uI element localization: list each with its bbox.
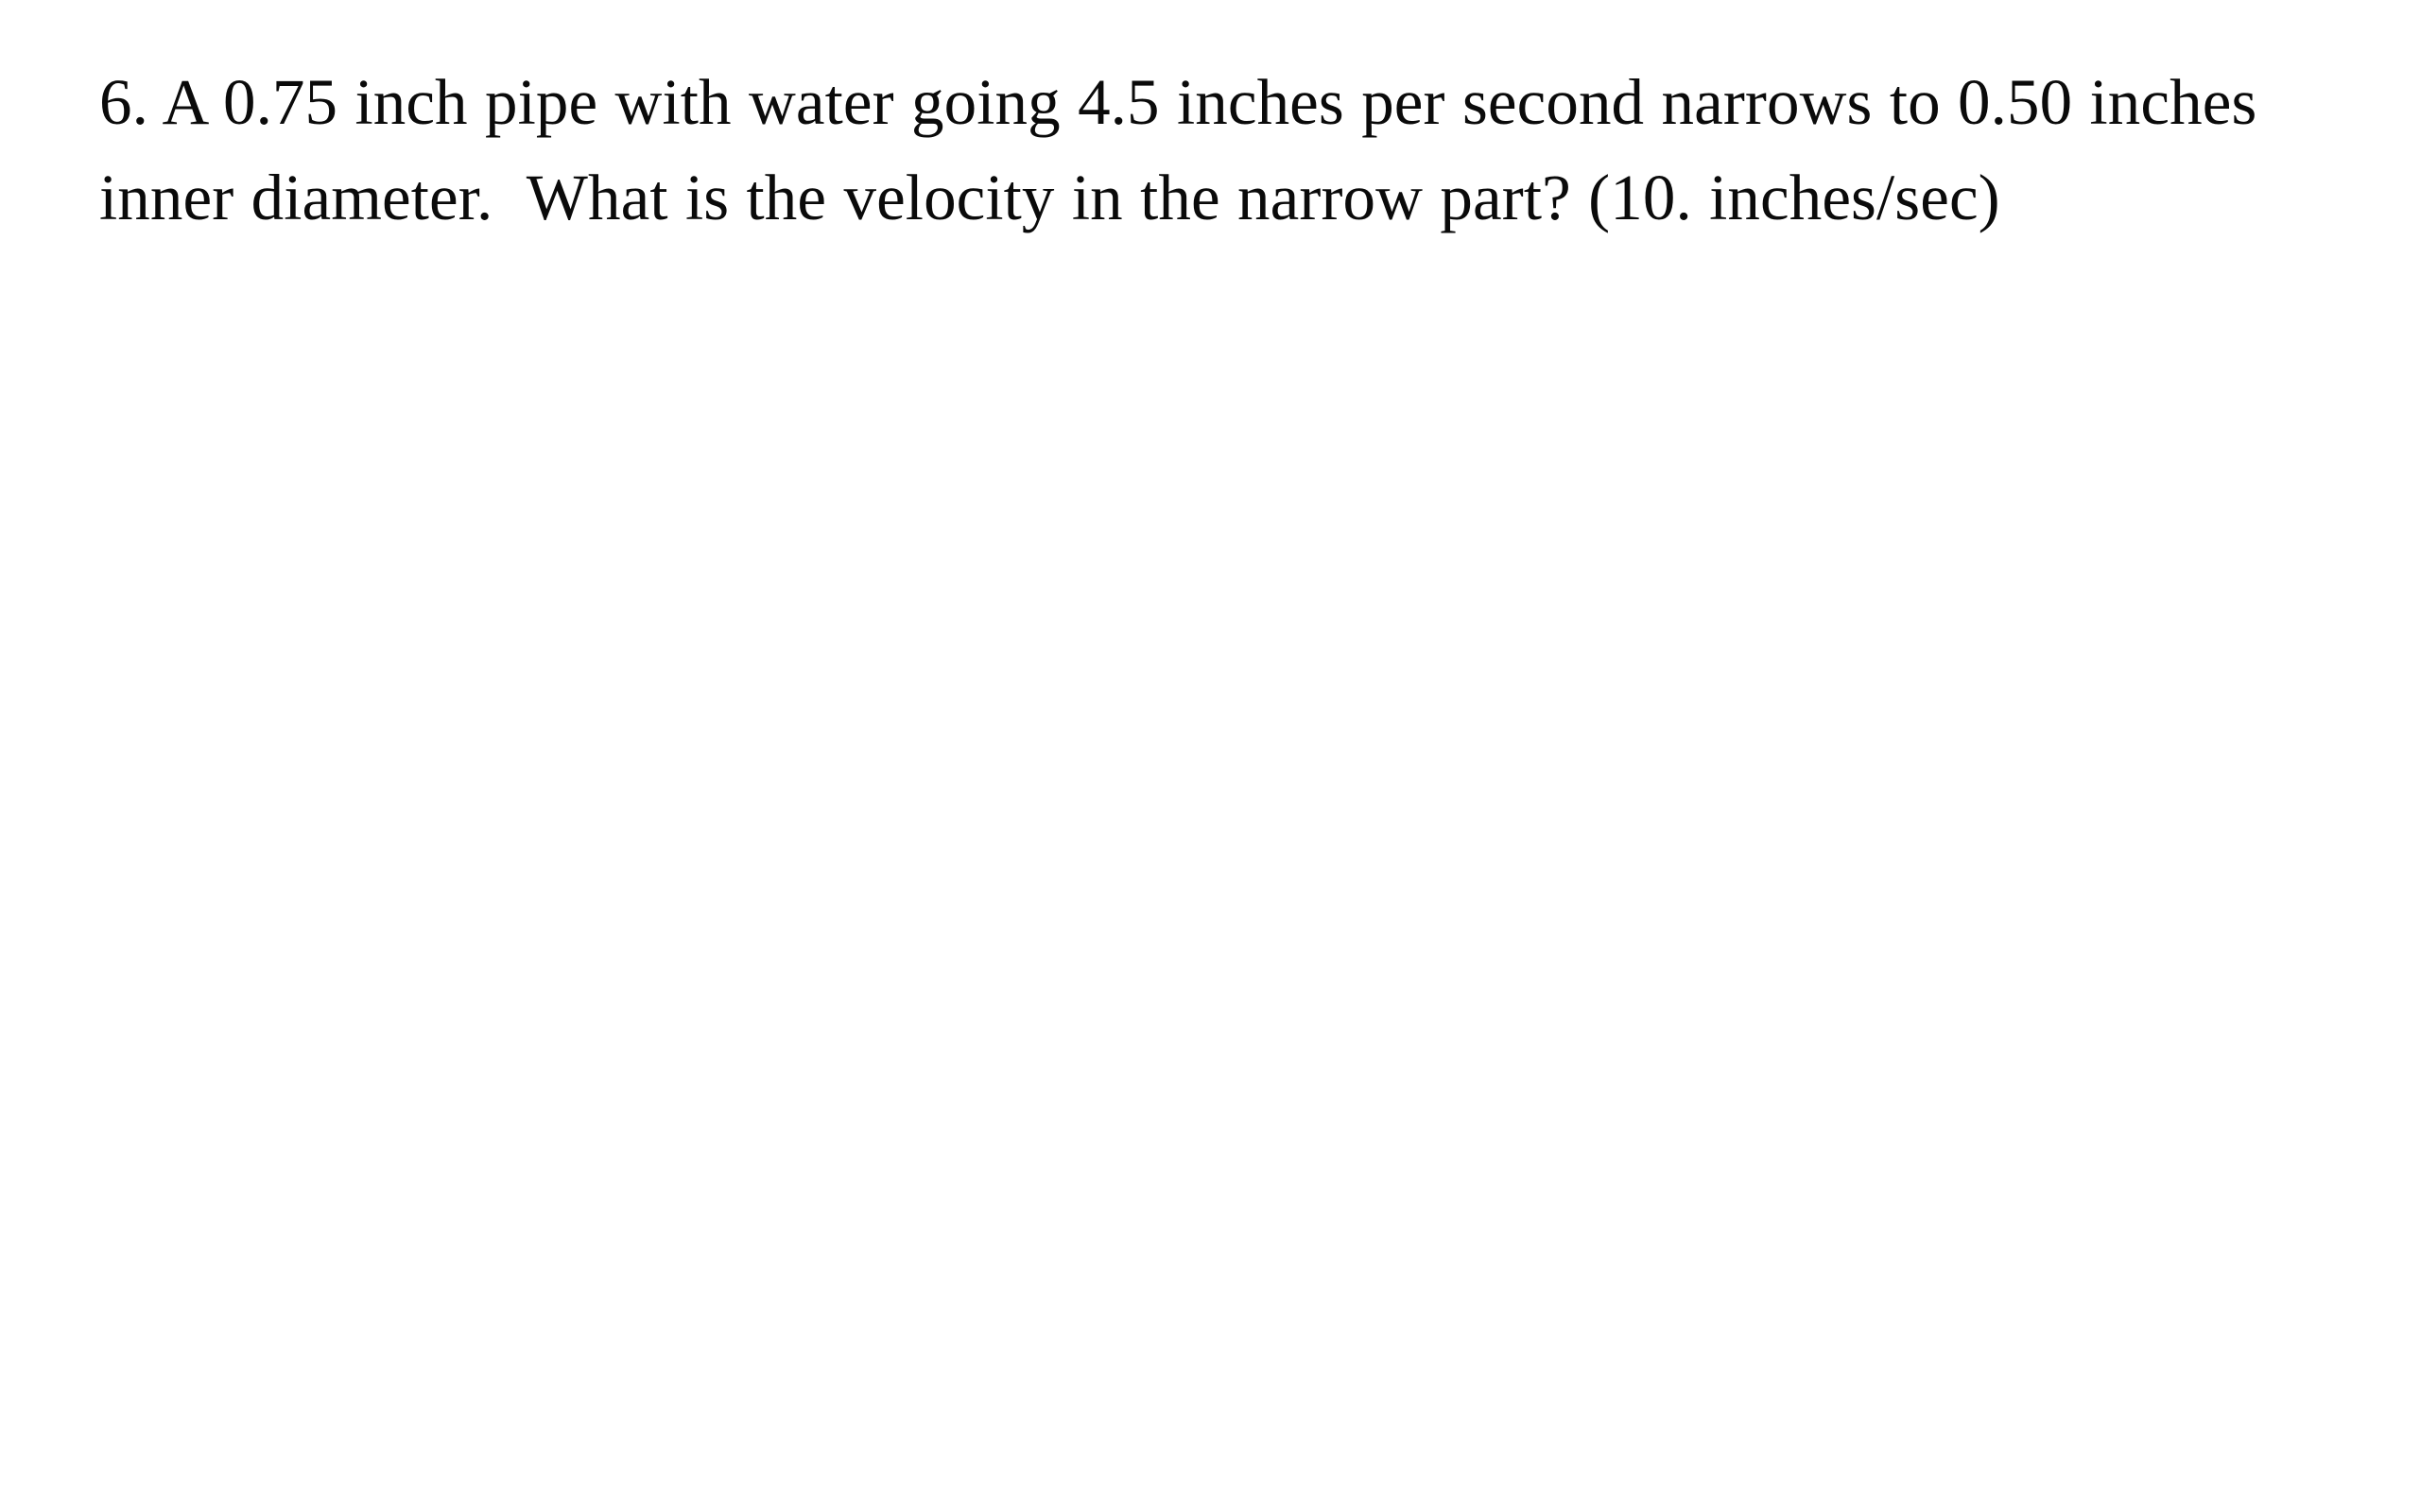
problem-statement-text: 6. A 0.75 inch pipe with water going 4.5 inches per second narrows to 0.50 inches inner diameter. What is the velocity in the narrow part? (10. inches/sec) <box>99 66 2274 233</box>
